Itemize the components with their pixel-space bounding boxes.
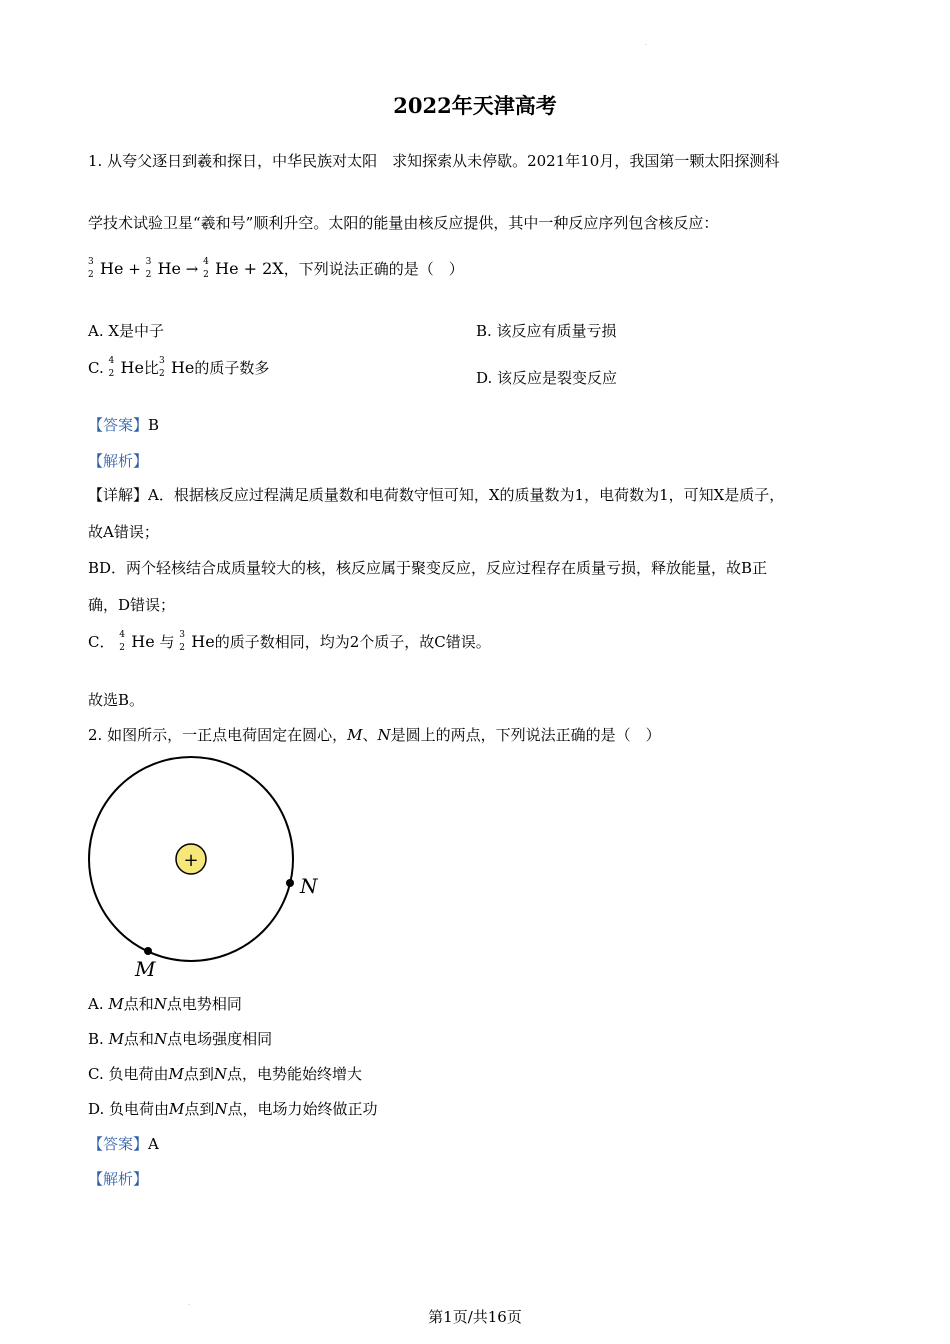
q2-option-b: B. M点和N点电场强度相同 [88, 1030, 273, 1048]
nuclide-he3: 3 2 [158, 356, 165, 379]
q1-detail-1: 【详解】A．根据核反应过程满足质量数和电荷数守恒可知，X的质量数为1，电荷数为1，可知X是质子， [88, 486, 785, 504]
nuclide-he3: 3 2 [179, 630, 185, 653]
q2-option-a: A. M点和N点电势相同 [88, 995, 242, 1013]
point-m [144, 947, 152, 955]
q1-detail-4: 确，D错误； [88, 596, 176, 614]
q1-analysis-label: 【解析】 [88, 452, 149, 470]
q1-stem-line1: 1. 从夸父逐日到羲和探日，中华民族对太阳 求知探索从未停歇。2021年10月，我国第一颗太阳探测科 [88, 152, 780, 170]
q1-detail-3: BD．两个轻核结合成质量较大的核，核反应属于聚变反应，反应过程存在质量亏损，释放能量，故B正 [88, 559, 768, 577]
page-title: 2022年天津高考 [393, 93, 557, 118]
eq-nuclide-3: 4 2 [203, 257, 209, 280]
q2-analysis-label: 【解析】 [88, 1170, 149, 1188]
q1-option-a: A. X是中子 [88, 322, 165, 340]
page-footer: 第1页/共16页 [428, 1308, 522, 1326]
plus-sign: + [183, 850, 199, 871]
q1-equation: 3 2 He + 3 2 He → 4 2 He + 2X，下列说法正确的是（ ） [88, 257, 464, 280]
nuclide-he4: 4 2 [108, 356, 115, 379]
eq-nuclide-1: 3 2 [88, 257, 94, 280]
label-n: N [300, 874, 318, 898]
q2-answer: 【答案】A [88, 1135, 159, 1153]
point-n [286, 879, 294, 887]
q2-option-c: C. 负电荷由M点到N点，电势能始终增大 [88, 1065, 362, 1083]
q2-option-d: D. 负电荷由M点到N点，电场力始终做正功 [88, 1100, 378, 1118]
q1-conclusion: 故选B。 [88, 691, 145, 709]
scan-dot: . [188, 1300, 190, 1307]
q1-option-b: B. 该反应有质量亏损 [476, 322, 617, 340]
q1-detail-5: C． 4 2 He 与 3 2 He的质子数相同，均为2个质子，故C错误。 [88, 630, 491, 653]
q2-stem: 2. 如图所示，一正点电荷固定在圆心，M、N是圆上的两点，下列说法正确的是（ ） [88, 726, 661, 744]
scan-dot: . [645, 40, 647, 47]
q1-option-d: D. 该反应是裂变反应 [476, 369, 618, 387]
q1-detail-2: 故A错误； [88, 523, 159, 541]
q1-stem-line2: 学技术试验卫星“羲和号”顺利升空。太阳的能量由核反应提供，其中一种反应序列包含核反应： [88, 214, 719, 232]
q1-answer: 【答案】B [88, 416, 160, 434]
q1-option-c: C. 4 2 He比 3 2 He的质子数多 [88, 356, 270, 379]
circle-field-diagram [80, 752, 340, 984]
eq-nuclide-2: 3 2 [145, 257, 152, 280]
label-m: M [135, 957, 156, 981]
nuclide-he4: 4 2 [119, 630, 125, 653]
